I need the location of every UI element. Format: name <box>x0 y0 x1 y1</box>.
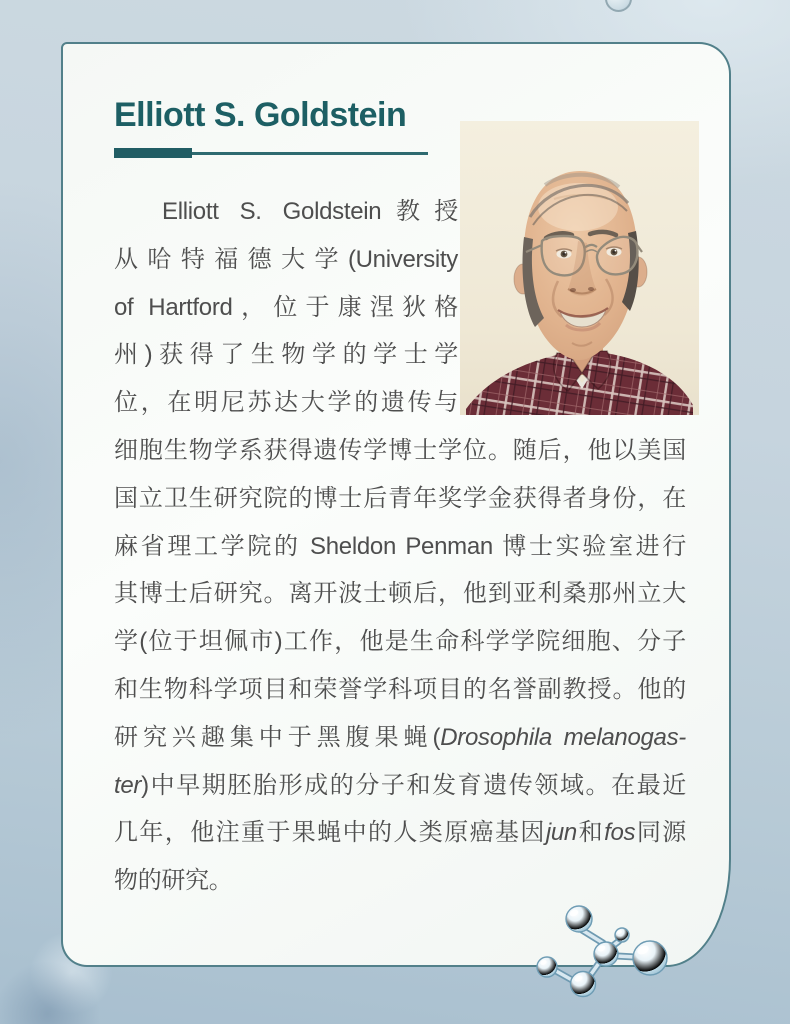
bio-line: 研究兴趣集中于黑腹果蝇(Drosophila melanogas- <box>114 723 686 751</box>
bio-line: 位，在明尼苏达大学的遗传与 <box>114 389 458 417</box>
bio-card <box>61 42 731 967</box>
latin-italic: fos <box>604 819 636 847</box>
latin-italic: jun <box>545 819 577 847</box>
bio-line: 州)获得了生物学的学士学 <box>114 341 458 369</box>
bio-line: of Hartford，位于康涅狄格 <box>114 293 458 321</box>
latin-italic: Drosophila melanogas- <box>440 723 686 751</box>
latin-italic: ter <box>114 771 142 799</box>
page-title: Elliott S. Goldstein <box>114 96 407 134</box>
bio-line: 几年，他注重于果蝇中的人类原癌基因jun和fos同源 <box>114 819 687 847</box>
molecule-icon <box>515 885 700 1020</box>
bio-line: 物的研究。 <box>114 867 233 895</box>
title-underline <box>114 148 428 158</box>
bio-line: 学(位于坦佩市)工作，他是生命科学学院细胞、分子 <box>114 628 686 656</box>
title-underline-thick <box>114 148 192 158</box>
bio-line: ter)中早期胚胎形成的分子和发育遗传领域。在最近 <box>114 771 686 799</box>
bio-line: 从哈特福德大学(University <box>114 245 458 273</box>
bio-line: 国立卫生研究院的博士后青年奖学金获得者身份，在 <box>114 484 686 512</box>
bio-line: 和生物科学项目和荣誉学科项目的名誉副教授。他的 <box>114 675 686 703</box>
bio-line: 其博士后研究。离开波士顿后，他到亚利桑那州立大 <box>114 580 686 608</box>
bio-line: 细胞生物学系获得遗传学博士学位。随后，他以美国 <box>114 436 686 464</box>
partial-bubble-icon <box>605 0 632 12</box>
bio-text <box>114 188 686 905</box>
bio-line: 麻省理工学院的 Sheldon Penman 博士实验室进行 <box>114 532 686 560</box>
bio-line: Elliott S. Goldstein教授 <box>162 198 458 225</box>
